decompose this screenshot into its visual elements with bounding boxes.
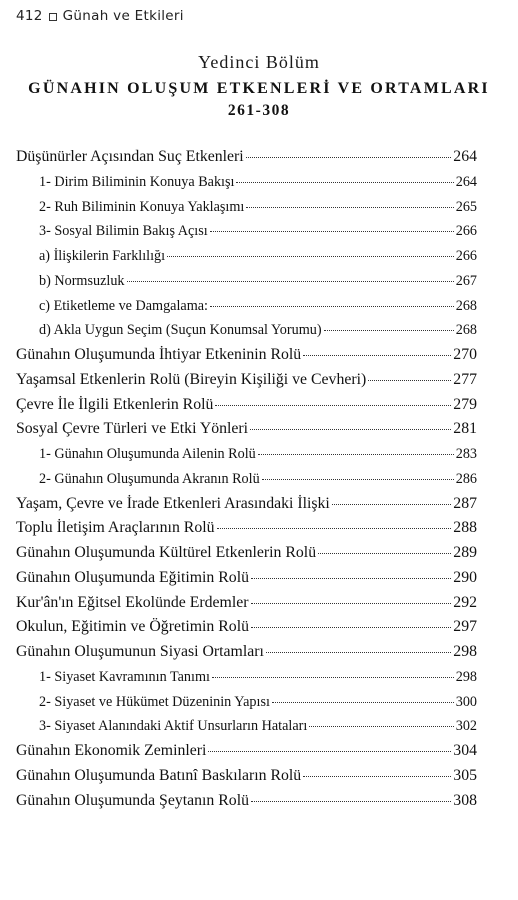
toc-entry-page: 279	[453, 395, 477, 413]
section-title: GÜNAHIN OLUŞUM ETKENLERİ VE ORTAMLARI	[28, 80, 490, 97]
toc-entry[interactable]	[16, 541, 477, 566]
dot-leader	[251, 627, 451, 628]
toc-entry-label: Günahın Oluşumunda Kültürel Etkenlerin Rolü	[16, 544, 317, 561]
toc-entry-label: Yaşamsal Etkenlerin Rolü (Bireyin Kişiliği ve Cevheri)	[16, 370, 367, 388]
toc-entry-page: 267	[455, 272, 477, 289]
dot-leader	[250, 429, 451, 430]
dot-leader	[210, 231, 454, 232]
toc-entry-label: 3- Siyaset Alanındaki Aktif Unsurların Hataları	[39, 718, 308, 735]
dot-leader	[303, 776, 451, 777]
toc-entry[interactable]	[16, 516, 477, 541]
toc-entry[interactable]	[16, 591, 477, 616]
toc-entry-page: 265	[455, 198, 477, 215]
toc-entry-page: 300	[455, 693, 477, 710]
dot-leader	[368, 380, 451, 381]
toc-subentry[interactable]	[16, 665, 477, 690]
toc-entry[interactable]	[16, 368, 477, 393]
toc-entry[interactable]	[16, 566, 477, 591]
toc-entry-page: 277	[453, 370, 477, 388]
toc-entry-label: Çevre İle İlgili Etkenlerin Rolü	[16, 395, 214, 413]
dot-leader	[272, 702, 454, 703]
toc-entry-label: 1- Siyaset Kavramının Tanımı	[39, 668, 210, 685]
dot-leader	[208, 751, 451, 752]
toc-entry[interactable]	[16, 343, 477, 368]
toc-subentry[interactable]	[16, 714, 477, 739]
dot-leader	[251, 603, 452, 604]
toc-entry-label: Kur'ân'ın Eğitsel Ekolünde Erdemler	[16, 593, 249, 611]
toc-entry[interactable]	[16, 640, 477, 665]
toc-entry[interactable]	[16, 417, 477, 442]
toc-entry-page: 298	[453, 643, 477, 660]
toc-entry-label: Günahın Oluşumunun Siyasi Ortamları	[16, 643, 264, 660]
dot-leader	[258, 454, 454, 455]
toc-entry-label: Günahın Ekonomik Zeminleri	[16, 742, 207, 759]
toc-entry-page: 286	[455, 470, 477, 487]
toc-entry-label: Günahın Oluşumunda Eğitimin Rolü	[16, 568, 249, 586]
toc-entry-page: 270	[453, 346, 477, 363]
toc-subentry[interactable]	[16, 195, 477, 220]
toc-entry-label: Sosyal Çevre Türleri ve Etki Yönleri	[16, 420, 249, 438]
dot-leader	[210, 306, 454, 307]
toc-entry-label: 1- Günahın Oluşumunda Ailenin Rolü	[39, 446, 256, 462]
toc-subentry[interactable]	[16, 467, 477, 492]
toc-subentry[interactable]	[16, 690, 477, 715]
table-of-contents	[16, 145, 477, 813]
toc-entry-page: 308	[453, 791, 477, 809]
toc-entry-page: 298	[455, 668, 477, 685]
dot-leader	[332, 504, 451, 505]
toc-entry-label: Düşünürler Açısından Suç Etkenleri	[16, 148, 244, 165]
dot-leader	[324, 330, 454, 331]
toc-entry-page: 292	[453, 593, 477, 611]
toc-entry-page: 289	[453, 544, 477, 561]
toc-entry-page: 264	[453, 148, 477, 165]
dot-leader	[236, 182, 453, 183]
toc-subentry[interactable]	[16, 318, 477, 343]
toc-entry-page: 302	[455, 718, 477, 735]
dot-leader	[251, 801, 451, 802]
toc-entry-page: 268	[455, 297, 477, 314]
toc-entry[interactable]	[16, 789, 477, 814]
running-head	[16, 8, 184, 24]
toc-entry-label: Toplu İletişim Araçlarının Rolü	[16, 519, 215, 537]
dot-leader	[215, 405, 451, 406]
toc-entry-label: 3- Sosyal Bilimin Bakış Açısı	[39, 223, 208, 240]
toc-entry-page: 266	[455, 223, 477, 240]
toc-entry-label: 2- Siyaset ve Hükümet Düzeninin Yapısı	[39, 693, 270, 710]
toc-subentry[interactable]	[16, 442, 477, 467]
toc-subentry[interactable]	[16, 269, 477, 294]
toc-entry-page: 281	[453, 420, 477, 438]
toc-entry[interactable]	[16, 393, 477, 418]
toc-entry-label: a) İlişkilerin Farklılığı	[39, 248, 166, 264]
toc-subentry[interactable]	[16, 294, 477, 319]
toc-entry-page: 290	[453, 568, 477, 586]
dot-leader	[246, 157, 452, 158]
dot-leader	[127, 281, 454, 282]
toc-entry-page: 297	[453, 618, 477, 636]
dot-leader	[266, 652, 451, 653]
dot-leader	[167, 256, 454, 257]
toc-entry-page: 283	[455, 446, 477, 462]
toc-entry[interactable]	[16, 764, 477, 789]
toc-subentry[interactable]	[16, 219, 477, 244]
toc-entry-label: 2- Günahın Oluşumunda Akranın Rolü	[39, 470, 260, 487]
page-number: 412	[16, 8, 43, 24]
chapter-heading: Yedinci Bölüm	[198, 52, 320, 72]
toc-entry-label: Günahın Oluşumunda İhtiyar Etkeninin Rolü	[16, 346, 302, 363]
toc-entry-page: 304	[453, 742, 477, 759]
dot-leader	[309, 726, 453, 727]
toc-entry-page: 268	[455, 322, 477, 339]
toc-entry-label: Günahın Oluşumunda Şeytanın Rolü	[16, 791, 249, 809]
dot-leader	[262, 479, 454, 480]
dot-leader	[212, 677, 454, 678]
toc-entry-page: 305	[453, 766, 477, 784]
toc-entry-label: Yaşam, Çevre ve İrade Etkenleri Arasındaki İlişki	[16, 494, 330, 512]
square-bullet-icon	[49, 13, 57, 21]
toc-entry-label: b) Normsuzluk	[39, 272, 125, 289]
book-title: Günah ve Etkileri	[62, 8, 184, 24]
dot-leader	[318, 553, 451, 554]
toc-entry-label: Günahın Oluşumunda Batınî Baskıların Rolü	[16, 766, 302, 784]
toc-entry-page: 288	[453, 519, 477, 537]
toc-subentry[interactable]	[16, 244, 477, 269]
toc-entry[interactable]	[16, 615, 477, 640]
toc-entry-label: 1- Dirim Biliminin Konuya Bakışı	[39, 173, 235, 190]
section-page-range: 261-308	[227, 102, 291, 119]
dot-leader	[246, 207, 453, 208]
toc-entry-label: 2- Ruh Biliminin Konuya Yaklaşımı	[39, 198, 245, 215]
dot-leader	[303, 355, 451, 356]
toc-entry-label: c) Etiketleme ve Damgalama:	[39, 297, 208, 314]
toc-entry-page: 266	[455, 248, 477, 264]
toc-entry[interactable]	[16, 492, 477, 517]
toc-entry-page: 264	[455, 173, 477, 190]
dot-leader	[217, 528, 452, 529]
toc-entry-label: d) Akla Uygun Seçim (Suçun Konumsal Yorumu)	[39, 322, 322, 339]
toc-entry[interactable]	[16, 145, 477, 170]
toc-entry[interactable]	[16, 739, 477, 764]
toc-entry-page: 287	[453, 494, 477, 512]
toc-entry-label: Okulun, Eğitimin ve Öğretimin Rolü	[16, 618, 249, 636]
dot-leader	[251, 578, 451, 579]
toc-subentry[interactable]	[16, 170, 477, 195]
